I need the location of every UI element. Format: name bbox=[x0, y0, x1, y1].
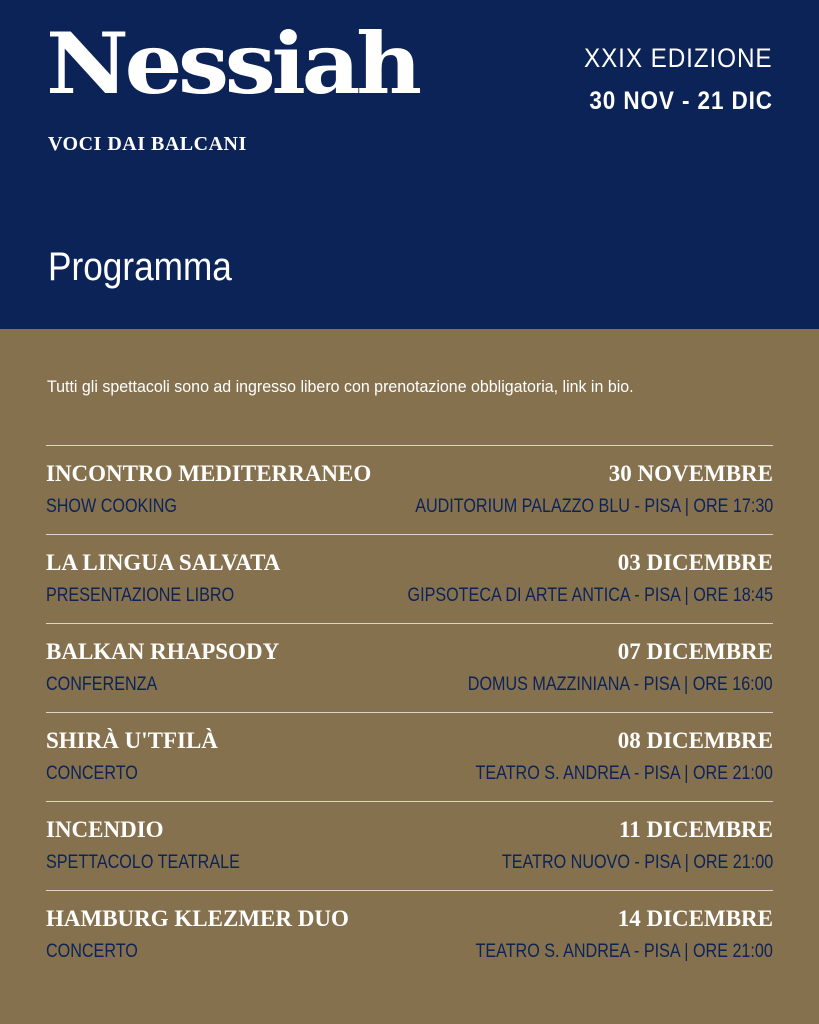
event-row bbox=[46, 534, 773, 623]
festival-tagline: VOCI DAI BALCANI bbox=[48, 133, 247, 155]
intro-text: Tutti gli spettacoli sono ad ingresso libero con prenotazione obbligatoria, link in bio. bbox=[47, 377, 634, 396]
festival-dates: 30 NOV - 21 DIC bbox=[589, 87, 773, 115]
event-type: SPETTACOLO TEATRALE bbox=[46, 852, 240, 873]
event-title: INCENDIO bbox=[46, 817, 164, 842]
event-title: BALKAN RHAPSODY bbox=[46, 639, 280, 664]
event-title: LA LINGUA SALVATA bbox=[46, 550, 281, 575]
event-venue: TEATRO S. ANDREA - PISA | ORE 21:00 bbox=[475, 763, 773, 784]
event-type: CONCERTO bbox=[46, 763, 138, 784]
event-type: PRESENTAZIONE LIBRO bbox=[46, 585, 235, 606]
header-banner bbox=[0, 0, 819, 329]
event-date: 03 DICEMBRE bbox=[617, 550, 773, 575]
event-venue: AUDITORIUM PALAZZO BLU - PISA | ORE 17:30 bbox=[414, 496, 773, 517]
event-venue: TEATRO NUOVO - PISA | ORE 21:00 bbox=[501, 852, 773, 873]
event-type: SHOW COOKING bbox=[46, 496, 178, 517]
event-title: HAMBURG KLEZMER DUO bbox=[46, 906, 349, 931]
event-title: SHIRÀ U'TFILÀ bbox=[46, 728, 218, 753]
event-date: 07 DICEMBRE bbox=[617, 639, 773, 664]
event-date: 08 DICEMBRE bbox=[617, 728, 773, 753]
event-type: CONFERENZA bbox=[46, 674, 158, 695]
event-row bbox=[46, 623, 773, 712]
event-row bbox=[46, 712, 773, 801]
event-venue: DOMUS MAZZINIANA - PISA | ORE 16:00 bbox=[468, 674, 773, 695]
event-venue: TEATRO S. ANDREA - PISA | ORE 21:00 bbox=[475, 941, 773, 962]
event-date: 14 DICEMBRE bbox=[617, 906, 773, 931]
event-date: 30 NOVEMBRE bbox=[608, 461, 773, 486]
event-title: INCONTRO MEDITERRANEO bbox=[46, 461, 372, 486]
festival-logo: Nessiah bbox=[46, 14, 418, 113]
event-date: 11 DICEMBRE bbox=[619, 817, 773, 842]
section-title: Programma bbox=[48, 245, 232, 289]
edition-label: XXIX EDIZIONE bbox=[584, 43, 773, 73]
program-body bbox=[0, 329, 819, 1024]
event-row bbox=[46, 890, 773, 979]
event-venue: GIPSOTECA DI ARTE ANTICA - PISA | ORE 18:45 bbox=[407, 585, 773, 606]
event-list bbox=[46, 445, 773, 979]
event-type: CONCERTO bbox=[46, 941, 138, 962]
event-row bbox=[46, 801, 773, 890]
event-row bbox=[46, 445, 773, 534]
